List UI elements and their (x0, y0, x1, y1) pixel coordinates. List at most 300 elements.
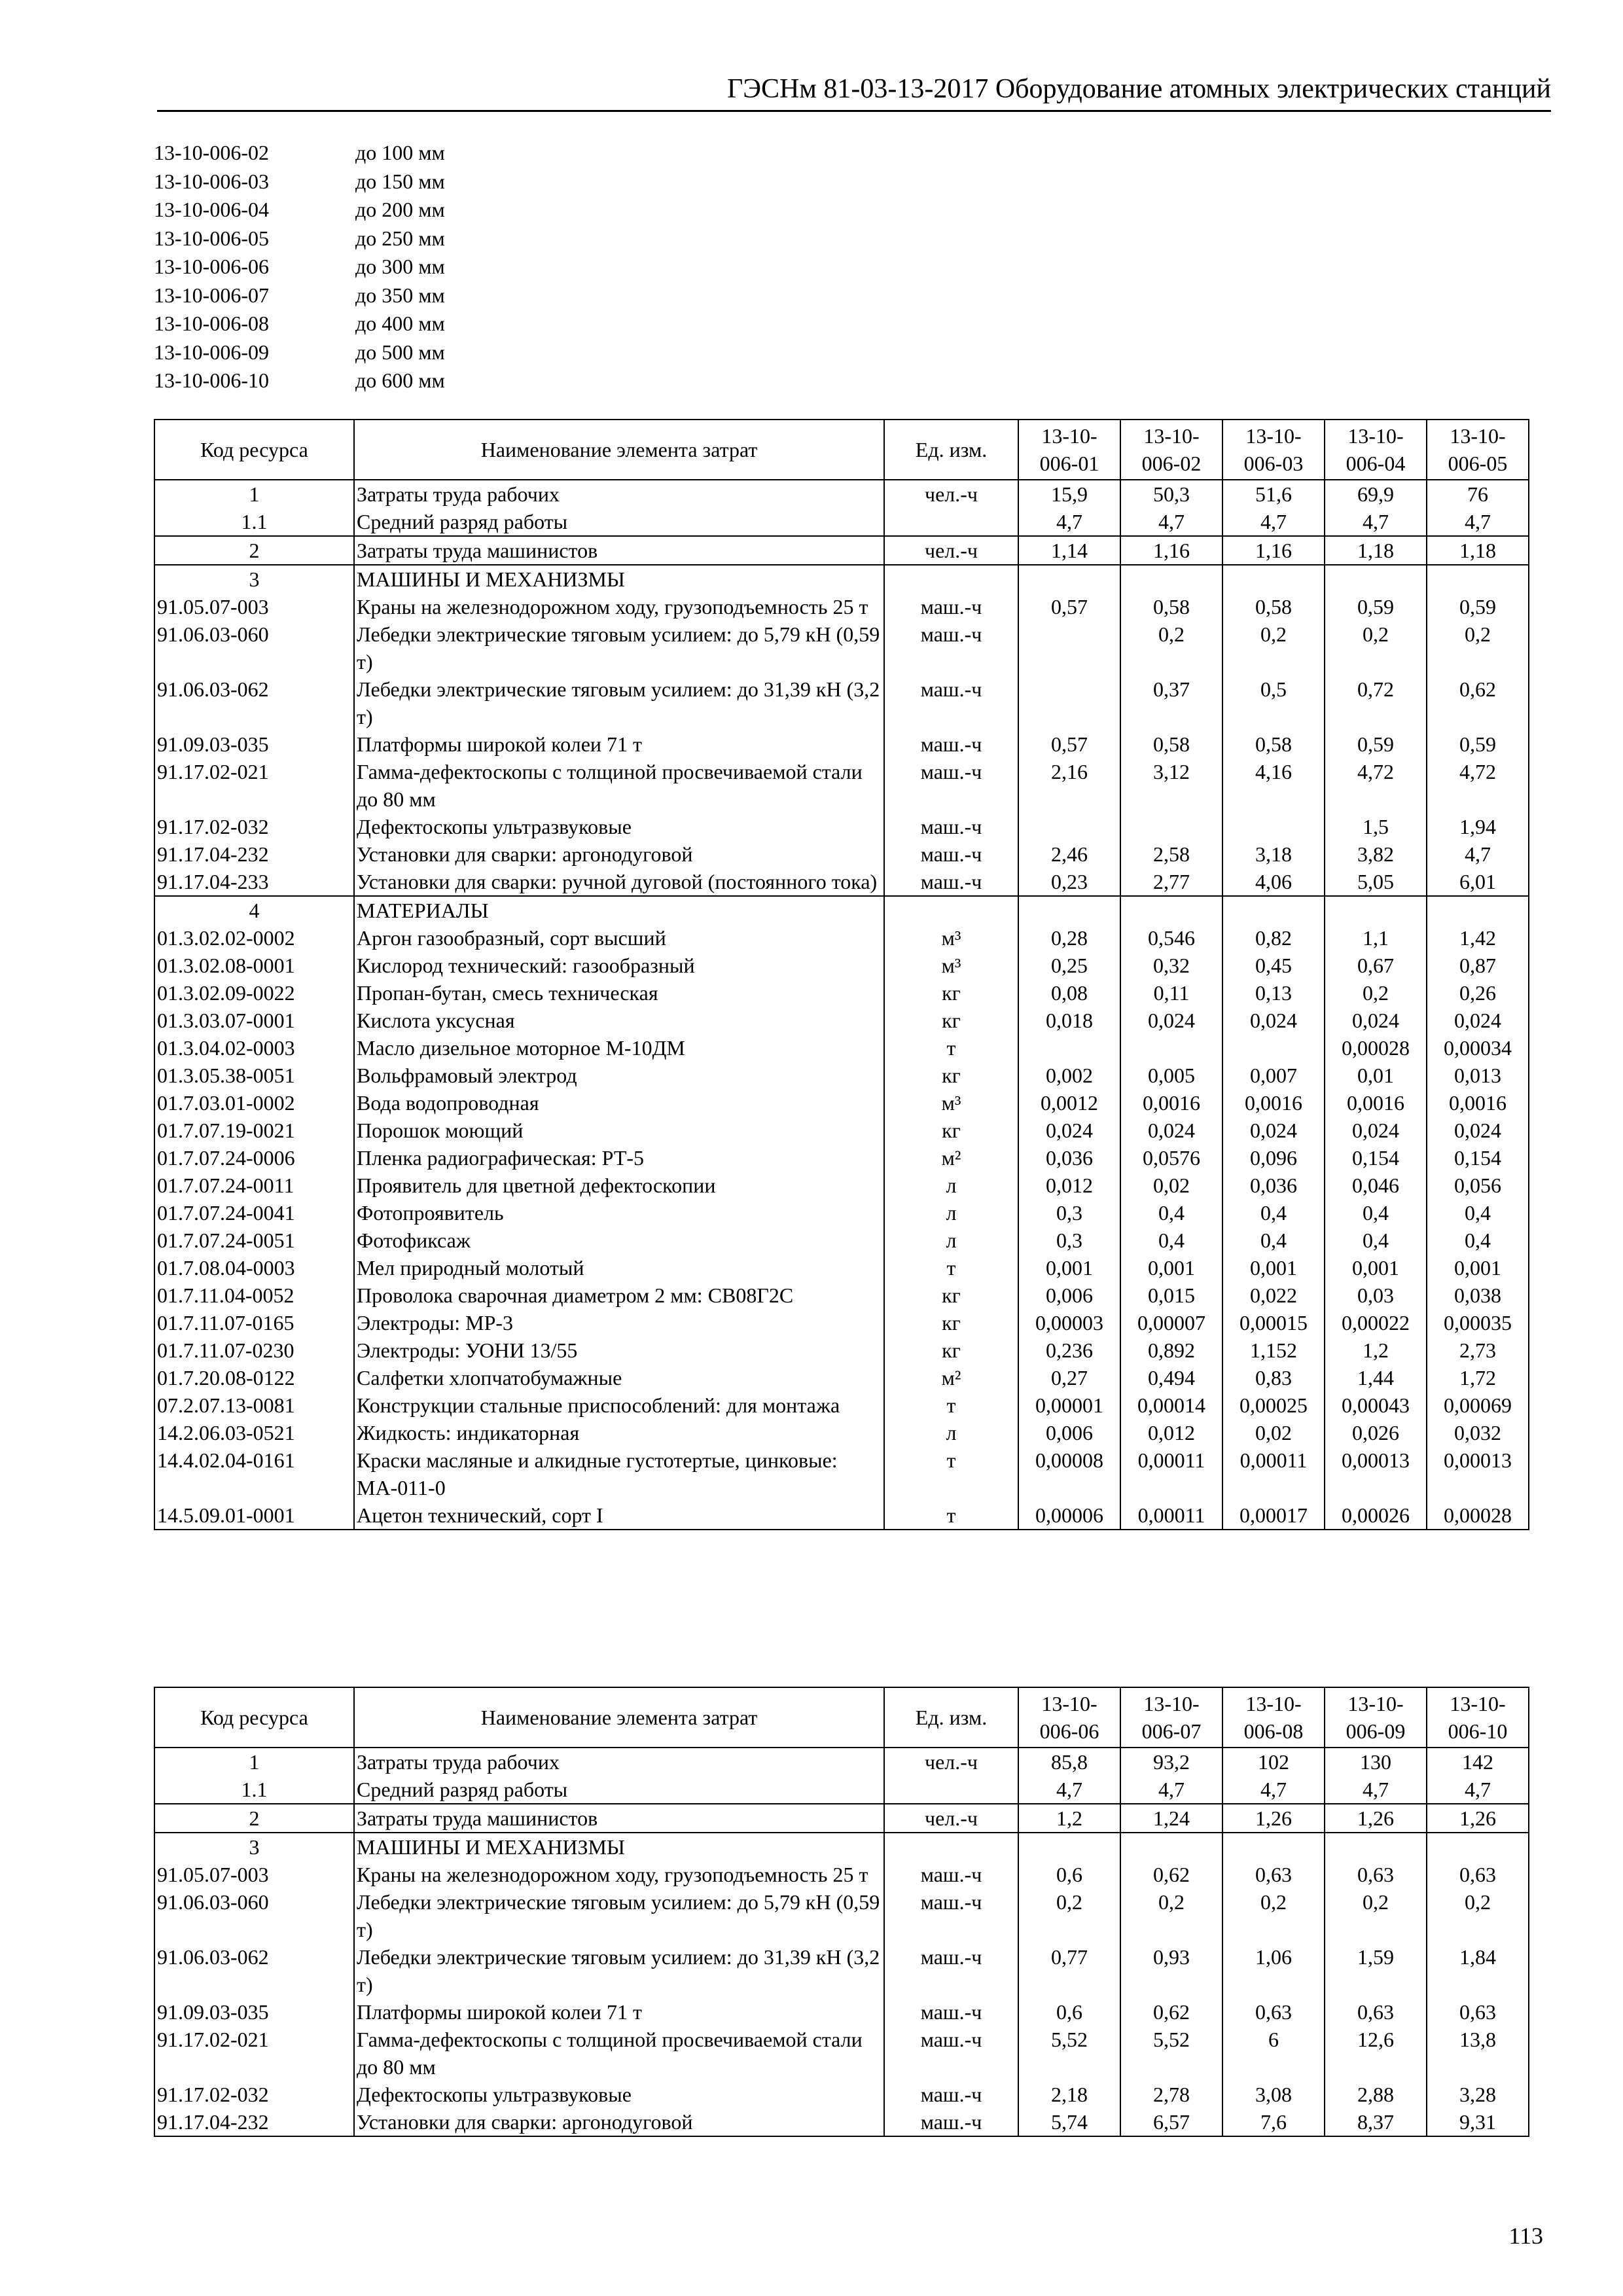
table-row (154, 536, 1529, 565)
norm-value-cell: 1,16 (1120, 536, 1222, 565)
norm-value-cell: 0,007 (1222, 1062, 1325, 1089)
unit-cell: маш.-ч (884, 1861, 1018, 1888)
resource-code: 91.09.03-035 (154, 1998, 354, 2026)
norm-list-item (154, 281, 445, 310)
unit-cell (884, 896, 1018, 924)
table-row (154, 1861, 1529, 1888)
norm-value-cell: 0,236 (1018, 1336, 1120, 1364)
norm-value-cell: 0,2 (1222, 620, 1325, 675)
resource-code: 1 (154, 480, 354, 508)
unit-cell: т (884, 1391, 1018, 1419)
unit-cell: маш.-ч (884, 620, 1018, 675)
norm-value-cell: 0,00013 (1427, 1446, 1529, 1501)
unit-cell: м³ (884, 1089, 1018, 1117)
unit-cell (884, 1833, 1018, 1861)
norm-value-cell: 0,2 (1325, 1888, 1427, 1943)
norm-value-cell: 0,58 (1120, 593, 1222, 620)
resource-table-2 (154, 1687, 1529, 2137)
cost-element-name: Средний разряд работы (354, 1776, 884, 1804)
table-row (154, 1501, 1529, 1530)
norm-value-cell: 0,154 (1427, 1144, 1529, 1172)
table-row (154, 1888, 1529, 1943)
resource-code: 01.7.07.24-0051 (154, 1227, 354, 1254)
table-row (154, 1117, 1529, 1144)
norm-value-cell: 0,45 (1222, 952, 1325, 979)
norm-value-cell: 15,9 (1018, 480, 1120, 508)
norm-value-cell: 0,32 (1120, 952, 1222, 979)
norm-value-cell: 0,00008 (1018, 1446, 1120, 1501)
norm-value-cell: 0,59 (1427, 730, 1529, 758)
resource-code: 1 (154, 1748, 354, 1776)
norm-value-cell: 0,00015 (1222, 1309, 1325, 1336)
unit-cell: маш.-ч (884, 813, 1018, 840)
resource-code: 01.7.07.19-0021 (154, 1117, 354, 1144)
cost-element-name: Электроды: МР-3 (354, 1309, 884, 1336)
table-row (154, 620, 1529, 675)
norm-list-item (154, 253, 445, 281)
unit-cell: м³ (884, 952, 1018, 979)
norm-value-cell: 1,18 (1325, 536, 1427, 565)
norm-value-cell: 2,16 (1018, 758, 1120, 813)
norm-value-cell: 0,036 (1222, 1172, 1325, 1199)
norm-value-cell: 3,18 (1222, 840, 1325, 868)
norm-value-cell (1222, 1034, 1325, 1062)
table-row (154, 1227, 1529, 1254)
norm-value-cell (1120, 1034, 1222, 1062)
norm-value-cell: 0,62 (1120, 1998, 1222, 2026)
table-row (154, 1943, 1529, 1998)
norm-column-header: 13-10- 006-09 (1325, 1687, 1427, 1748)
table-row (154, 565, 1529, 593)
norm-value-cell: 0,00017 (1222, 1501, 1325, 1530)
norm-value-cell: 142 (1427, 1748, 1529, 1776)
cost-element-name: Пленка радиографическая: РТ-5 (354, 1144, 884, 1172)
norm-value-cell (1325, 565, 1427, 593)
unit-cell: м³ (884, 924, 1018, 952)
norm-value-cell: 0,00034 (1427, 1034, 1529, 1062)
norm-value-cell: 0,046 (1325, 1172, 1427, 1199)
table-row (154, 758, 1529, 813)
norm-value-cell: 0,00035 (1427, 1309, 1529, 1336)
norm-value-cell: 0,5 (1222, 675, 1325, 730)
unit-cell: л (884, 1172, 1018, 1199)
resource-code: 01.7.07.24-0006 (154, 1144, 354, 1172)
cost-element-name: Гамма-дефектоскопы с толщиной просвечиваемой стали до 80 мм (354, 758, 884, 813)
cost-element-name: Затраты труда машинистов (354, 536, 884, 565)
norm-value-cell: 3,08 (1222, 2081, 1325, 2108)
cost-element-name: Проявитель для цветной дефектоскопии (354, 1172, 884, 1199)
unit-cell: маш.-ч (884, 675, 1018, 730)
unit-cell: л (884, 1199, 1018, 1227)
norm-value-cell: 9,31 (1427, 2108, 1529, 2136)
resource-code: 1.1 (154, 508, 354, 536)
resource-code: 14.5.09.01-0001 (154, 1501, 354, 1530)
unit-cell: кг (884, 1282, 1018, 1309)
norm-value-cell: 1,06 (1222, 1943, 1325, 1998)
resource-code: 01.7.03.01-0002 (154, 1089, 354, 1117)
norm-value-cell: 0,0016 (1222, 1089, 1325, 1117)
norm-value-cell: 0,001 (1325, 1254, 1427, 1282)
norm-value-cell: 0,0016 (1120, 1089, 1222, 1117)
page-header: ГЭСНм 81-03-13-2017 Оборудование атомных электрических станций (157, 73, 1551, 112)
cost-element-name: Фотофиксаж (354, 1227, 884, 1254)
resource-code: 3 (154, 1833, 354, 1861)
table-row (154, 1748, 1529, 1776)
resource-code: 07.2.07.13-0081 (154, 1391, 354, 1419)
norm-value-cell (1427, 896, 1529, 924)
norm-value-cell: 5,52 (1018, 2026, 1120, 2081)
norm-value-cell: 0,63 (1427, 1998, 1529, 2026)
norm-value-cell: 50,3 (1120, 480, 1222, 508)
resource-code: 1.1 (154, 1776, 354, 1804)
table-row (154, 593, 1529, 620)
norm-value-cell: 0,62 (1427, 675, 1529, 730)
norm-value-cell: 0,63 (1222, 1861, 1325, 1888)
resource-code: 4 (154, 896, 354, 924)
norm-value-cell: 0,026 (1325, 1419, 1427, 1446)
norm-value-cell: 0,096 (1222, 1144, 1325, 1172)
resource-code: 3 (154, 565, 354, 593)
cost-element-name: Кислота уксусная (354, 1007, 884, 1034)
norm-value-cell: 0,2 (1018, 1888, 1120, 1943)
norm-value-cell: 0,57 (1018, 593, 1120, 620)
cost-element-name: Салфетки хлопчатобумажные (354, 1364, 884, 1391)
unit-cell: кг (884, 979, 1018, 1007)
norm-code: 13-10-006-09 (154, 340, 269, 364)
norm-value-cell (1018, 896, 1120, 924)
unit-cell: чел.-ч (884, 536, 1018, 565)
norm-value-cell: 4,7 (1018, 1776, 1120, 1804)
norm-value-cell: 4,7 (1427, 1776, 1529, 1804)
norm-value-cell: 1,26 (1222, 1804, 1325, 1833)
norm-value-cell: 0,006 (1018, 1419, 1120, 1446)
norm-value-cell: 1,26 (1427, 1804, 1529, 1833)
code-column-header: Код ресурса (154, 420, 354, 480)
norm-value-cell: 0,67 (1325, 952, 1427, 979)
norm-value-cell: 6,01 (1427, 868, 1529, 896)
norm-value-cell: 0,024 (1222, 1117, 1325, 1144)
norm-label: до 250 мм (355, 226, 445, 250)
cost-element-name: Лебедки электрические тяговым усилием: до 5,79 кН (0,59 т) (354, 1888, 884, 1943)
unit-cell: маш.-ч (884, 1888, 1018, 1943)
norm-value-cell: 1,59 (1325, 1943, 1427, 1998)
norm-value-cell: 1,72 (1427, 1364, 1529, 1391)
resource-code: 91.17.02-021 (154, 2026, 354, 2081)
table-row (154, 1833, 1529, 1861)
resource-code: 91.06.03-060 (154, 1888, 354, 1943)
norm-value-cell: 0,77 (1018, 1943, 1120, 1998)
norm-list-item (154, 310, 445, 338)
cost-element-name: Дефектоскопы ультразвуковые (354, 2081, 884, 2108)
norm-value-cell: 0,002 (1018, 1062, 1120, 1089)
table-row (154, 1282, 1529, 1309)
table-row (154, 1391, 1529, 1419)
norm-value-cell: 0,2 (1222, 1888, 1325, 1943)
unit-cell: маш.-ч (884, 2026, 1018, 2081)
norm-value-cell: 0,37 (1120, 675, 1222, 730)
table-row (154, 952, 1529, 979)
cost-element-name: Аргон газообразный, сорт высший (354, 924, 884, 952)
norm-value-cell: 0,0016 (1427, 1089, 1529, 1117)
norm-value-cell: 0,4 (1325, 1227, 1427, 1254)
norm-value-cell: 5,52 (1120, 2026, 1222, 2081)
resource-code: 01.3.02.02-0002 (154, 924, 354, 952)
norm-column-header: 13-10- 006-10 (1427, 1687, 1529, 1748)
unit-cell: кг (884, 1062, 1018, 1089)
unit-cell: маш.-ч (884, 868, 1018, 896)
norm-list-item (154, 338, 445, 367)
norm-value-cell (1222, 813, 1325, 840)
norm-value-cell: 3,82 (1325, 840, 1427, 868)
cost-element-name: Лебедки электрические тяговым усилием: до 31,39 кН (3,2 т) (354, 675, 884, 730)
norm-value-cell: 0,00011 (1120, 1501, 1222, 1530)
table-row (154, 1254, 1529, 1282)
norm-column-header: 13-10- 006-04 (1325, 420, 1427, 480)
norm-value-cell: 0,83 (1222, 1364, 1325, 1391)
unit-cell: т (884, 1254, 1018, 1282)
norm-value-cell: 0,4 (1222, 1199, 1325, 1227)
norm-value-cell: 0,4 (1427, 1199, 1529, 1227)
cost-element-name: Проволока сварочная диаметром 2 мм: СВ08Г2С (354, 1282, 884, 1309)
norm-value-cell: 0,012 (1018, 1172, 1120, 1199)
norm-value-cell: 2,58 (1120, 840, 1222, 868)
table-header-row (154, 1687, 1529, 1748)
norm-value-cell: 0,546 (1120, 924, 1222, 952)
norm-value-cell: 0,00013 (1325, 1446, 1427, 1501)
norm-code: 13-10-006-03 (154, 169, 269, 193)
norm-value-cell: 0,00006 (1018, 1501, 1120, 1530)
norm-value-cell: 0,23 (1018, 868, 1120, 896)
unit-cell: т (884, 1034, 1018, 1062)
norm-value-cell: 0,58 (1222, 730, 1325, 758)
norm-value-cell (1120, 1833, 1222, 1861)
norm-value-cell: 0,494 (1120, 1364, 1222, 1391)
norm-column-header: 13-10- 006-03 (1222, 420, 1325, 480)
resource-code: 2 (154, 536, 354, 565)
resource-code: 01.3.03.07-0001 (154, 1007, 354, 1034)
norm-label: до 100 мм (355, 141, 445, 164)
norm-value-cell: 1,2 (1018, 1804, 1120, 1833)
table-row (154, 2026, 1529, 2081)
norm-value-cell: 0,005 (1120, 1062, 1222, 1089)
norm-value-cell: 0,63 (1325, 1998, 1427, 2026)
name-column-header: Наименование элемента затрат (354, 1687, 884, 1748)
norm-value-cell: 93,2 (1120, 1748, 1222, 1776)
norm-value-cell: 4,72 (1427, 758, 1529, 813)
table-row (154, 840, 1529, 868)
norm-value-cell: 0,28 (1018, 924, 1120, 952)
cost-element-name: Гамма-дефектоскопы с толщиной просвечиваемой стали до 80 мм (354, 2026, 884, 2081)
cost-element-name: Затраты труда машинистов (354, 1804, 884, 1833)
cost-element-name: Платформы широкой колеи 71 т (354, 730, 884, 758)
norm-value-cell: 1,5 (1325, 813, 1427, 840)
table-row (154, 868, 1529, 896)
cost-element-name: Порошок моющий (354, 1117, 884, 1144)
norm-value-cell: 0,59 (1325, 593, 1427, 620)
cost-element-name: Пропан-бутан, смесь техническая (354, 979, 884, 1007)
norm-value-cell (1018, 565, 1120, 593)
cost-element-name: Кислород технический: газообразный (354, 952, 884, 979)
norm-value-cell: 0,024 (1018, 1117, 1120, 1144)
table-row (154, 508, 1529, 536)
resource-code: 01.3.05.38-0051 (154, 1062, 354, 1089)
cost-element-name: Конструкции стальные приспособлений: для монтажа (354, 1391, 884, 1419)
table-row (154, 1309, 1529, 1336)
norm-code: 13-10-006-04 (154, 198, 269, 221)
norm-code: 13-10-006-07 (154, 283, 269, 307)
norm-value-cell: 0,00001 (1018, 1391, 1120, 1419)
norm-code: 13-10-006-05 (154, 226, 269, 250)
norm-value-cell: 0,0012 (1018, 1089, 1120, 1117)
name-column-header: Наименование элемента затрат (354, 420, 884, 480)
norm-value-cell: 0,00003 (1018, 1309, 1120, 1336)
norm-value-cell: 76 (1427, 480, 1529, 508)
norm-value-cell: 69,9 (1325, 480, 1427, 508)
norm-value-cell: 4,7 (1120, 1776, 1222, 1804)
norm-value-cell: 5,05 (1325, 868, 1427, 896)
norm-value-cell: 0,02 (1120, 1172, 1222, 1199)
norm-value-cell: 1,18 (1427, 536, 1529, 565)
code-column-header: Код ресурса (154, 1687, 354, 1748)
cost-element-name: Краски масляные и алкидные густотертые, цинковые: МА-011-0 (354, 1446, 884, 1501)
norm-value-cell: 4,7 (1427, 508, 1529, 536)
resource-code: 91.17.02-032 (154, 813, 354, 840)
unit-cell: маш.-ч (884, 758, 1018, 813)
norm-column-header: 13-10- 006-02 (1120, 420, 1222, 480)
norm-value-cell: 0,59 (1325, 730, 1427, 758)
norm-value-cell: 0,3 (1018, 1227, 1120, 1254)
unit-cell: маш.-ч (884, 2081, 1018, 2108)
norm-label: до 400 мм (355, 312, 445, 335)
norm-value-cell: 0,4 (1120, 1199, 1222, 1227)
norm-column-header: 13-10- 006-05 (1427, 420, 1529, 480)
table-row (154, 1446, 1529, 1501)
norm-value-cell: 0,93 (1120, 1943, 1222, 1998)
resource-code: 91.17.02-032 (154, 2081, 354, 2108)
norm-value-cell: 0,02 (1222, 1419, 1325, 1446)
cost-element-name: Платформы широкой колеи 71 т (354, 1998, 884, 2026)
norm-value-cell: 0,015 (1120, 1282, 1222, 1309)
table-row (154, 979, 1529, 1007)
unit-cell (884, 508, 1018, 536)
norm-value-cell: 4,7 (1018, 508, 1120, 536)
resource-code: 01.7.08.04-0003 (154, 1254, 354, 1282)
cost-element-name: Электроды: УОНИ 13/55 (354, 1336, 884, 1364)
norm-list-item (154, 196, 445, 224)
norm-value-cell: 0,024 (1325, 1117, 1427, 1144)
cost-element-name: Лебедки электрические тяговым усилием: до 31,39 кН (3,2 т) (354, 1943, 884, 1998)
norm-value-cell (1018, 1034, 1120, 1062)
resource-code: 91.17.04-232 (154, 2108, 354, 2136)
norm-value-cell: 1,44 (1325, 1364, 1427, 1391)
table-row (154, 1172, 1529, 1199)
norm-value-cell: 3,12 (1120, 758, 1222, 813)
cost-element-name: Установки для сварки: аргонодуговой (354, 840, 884, 868)
norm-value-cell: 2,73 (1427, 1336, 1529, 1364)
norm-label: до 500 мм (355, 340, 445, 364)
cost-element-name: Затраты труда рабочих (354, 480, 884, 508)
norm-value-cell: 0,2 (1325, 979, 1427, 1007)
norm-value-cell: 0,27 (1018, 1364, 1120, 1391)
norm-value-cell: 12,6 (1325, 2026, 1427, 2081)
norm-value-cell (1427, 565, 1529, 593)
norm-value-cell: 0,4 (1427, 1227, 1529, 1254)
norm-value-cell: 0,6 (1018, 1861, 1120, 1888)
norm-value-cell: 0,00014 (1120, 1391, 1222, 1419)
norm-value-cell: 0,013 (1427, 1062, 1529, 1089)
norm-value-cell: 0,25 (1018, 952, 1120, 979)
norm-value-cell: 0,024 (1325, 1007, 1427, 1034)
norm-value-cell: 1,42 (1427, 924, 1529, 952)
norm-value-cell: 0,01 (1325, 1062, 1427, 1089)
norm-value-cell: 0,032 (1427, 1419, 1529, 1446)
norm-value-cell: 0,024 (1427, 1117, 1529, 1144)
unit-cell: м² (884, 1364, 1018, 1391)
norm-value-cell: 0,024 (1120, 1117, 1222, 1144)
unit-cell: маш.-ч (884, 1943, 1018, 1998)
table-row (154, 1364, 1529, 1391)
cost-element-name: Установки для сварки: аргонодуговой (354, 2108, 884, 2136)
unit-cell: маш.-ч (884, 593, 1018, 620)
norm-value-cell (1120, 813, 1222, 840)
norm-value-cell: 0,63 (1325, 1861, 1427, 1888)
cost-element-name: Краны на железнодорожном ходу, грузоподъемность 25 т (354, 1861, 884, 1888)
norm-value-cell (1018, 1833, 1120, 1861)
norm-value-cell: 3,28 (1427, 2081, 1529, 2108)
norm-value-cell: 0,154 (1325, 1144, 1427, 1172)
norm-value-cell: 0,001 (1427, 1254, 1529, 1282)
norm-label: до 300 мм (355, 255, 445, 278)
norm-value-cell: 0,00069 (1427, 1391, 1529, 1419)
norm-value-cell: 4,06 (1222, 868, 1325, 896)
unit-cell: т (884, 1501, 1018, 1530)
norm-value-cell: 0,13 (1222, 979, 1325, 1007)
norm-value-cell: 0,57 (1018, 730, 1120, 758)
resource-code: 91.05.07-003 (154, 1861, 354, 1888)
norm-value-cell: 0,00028 (1325, 1034, 1427, 1062)
norm-value-cell (1120, 565, 1222, 593)
norm-value-cell: 4,7 (1222, 1776, 1325, 1804)
norm-value-cell: 0,038 (1427, 1282, 1529, 1309)
norm-value-cell: 0,006 (1018, 1282, 1120, 1309)
norm-value-cell: 4,7 (1120, 508, 1222, 536)
norm-value-cell: 85,8 (1018, 1748, 1120, 1776)
norm-value-cell (1018, 675, 1120, 730)
cost-element-name: Фотопроявитель (354, 1199, 884, 1227)
resource-code: 91.17.04-232 (154, 840, 354, 868)
norm-value-cell: 4,7 (1325, 508, 1427, 536)
norm-value-cell: 102 (1222, 1748, 1325, 1776)
resource-code: 91.09.03-035 (154, 730, 354, 758)
cost-element-name: Установки для сварки: ручной дуговой (постоянного тока) (354, 868, 884, 896)
norm-value-cell (1222, 565, 1325, 593)
table-row (154, 1804, 1529, 1833)
norm-value-cell: 0,87 (1427, 952, 1529, 979)
norm-value-cell: 2,77 (1120, 868, 1222, 896)
norm-value-cell: 0,62 (1120, 1861, 1222, 1888)
cost-element-name: Вольфрамовый электрод (354, 1062, 884, 1089)
unit-cell (884, 565, 1018, 593)
table-row (154, 1034, 1529, 1062)
unit-cell: маш.-ч (884, 2108, 1018, 2136)
norm-value-cell: 0,2 (1120, 1888, 1222, 1943)
table-row (154, 1199, 1529, 1227)
table-row (154, 896, 1529, 924)
norm-list-item (154, 139, 445, 168)
resource-code: 14.2.06.03-0521 (154, 1419, 354, 1446)
unit-column-header: Ед. изм. (884, 1687, 1018, 1748)
norm-list-item (154, 224, 445, 253)
